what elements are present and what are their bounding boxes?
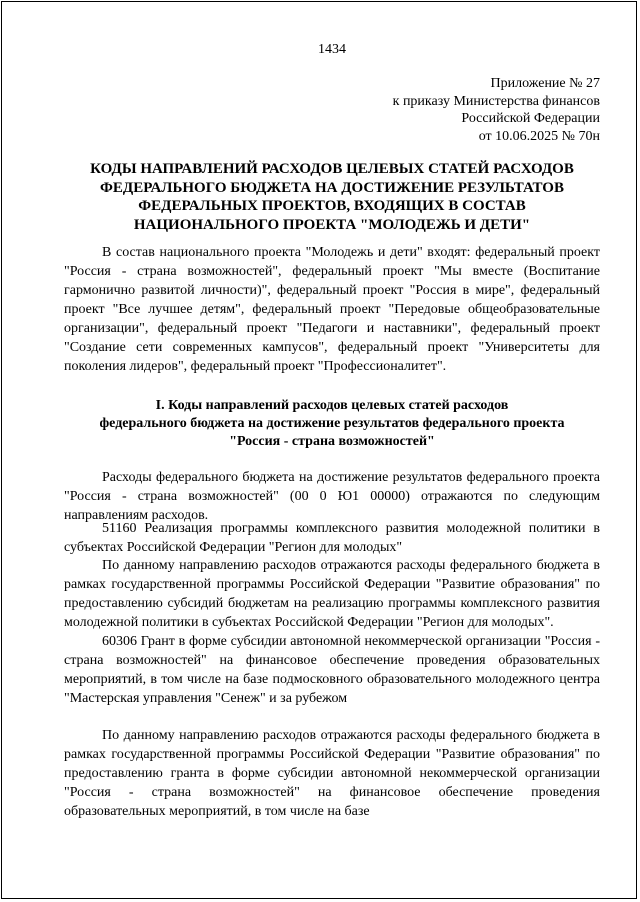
title-line-4: НАЦИОНАЛЬНОГО ПРОЕКТА "МОЛОДЕЖЬ И ДЕТИ": [133, 216, 531, 233]
section-1-paragraph-4: 60306 Грант в форме субсидии автономной некоммерческой организации "Россия - страна возможностей" на финансовое обеспечение проведения образовательных мероприятий, в том числе на базе подмосковного образовательного молодежного центра "Мастерская управления "Сенеж" и за рубежом: [64, 634, 600, 706]
section-1-title-line-3: "Россия - страна возможностей": [229, 434, 435, 449]
appendix-line-2: к приказу Министерства финансов: [392, 93, 600, 109]
title-line-2: ФЕДЕРАЛЬНОГО БЮДЖЕТА НА ДОСТИЖЕНИЕ РЕЗУЛЬТАТОВ: [100, 179, 564, 196]
appendix-line-3: Российской Федерации: [461, 111, 600, 126]
section-1-paragraph-2: 51160 Реализация программы комплексного развития молодежной политики в субъектах Российской Федерации "Регион для молодых": [64, 521, 600, 555]
appendix-line-1: Приложение № 27: [490, 76, 600, 91]
title-line-1: КОДЫ НАПРАВЛЕНИЙ РАСХОДОВ ЦЕЛЕВЫХ СТАТЕЙ РАСХОДОВ: [90, 161, 574, 177]
title-line-3: ФЕДЕРАЛЬНЫХ ПРОЕКТОВ, ВХОДЯЩИХ В СОСТАВ: [138, 198, 526, 214]
section-1-title-line-1: I. Коды направлений расходов целевых статей расходов: [155, 398, 509, 413]
section-1-title-line-2: федерального бюджета на достижение результатов федерального проекта: [99, 416, 565, 431]
section-1-paragraph-3: По данному направлению расходов отражаются расходы федерального бюджета в рамках государственной программы Российской Федерации "Развитие образования" по предоставлению субсидий бюджетам на реализацию программы комплексного развития молодежной политики в субъектах Российской Федерации "Регион для молодых".: [64, 558, 600, 630]
appendix-line-4: от 10.06.2025 № 70н: [478, 128, 600, 144]
page-number: 1434: [318, 42, 346, 57]
document-title: [64, 160, 600, 234]
section-1-paragraph-1: Расходы федерального бюджета на достижение результатов федерального проекта "Россия - страна возможностей" (00 0 Ю1 00000) отражаются по следующим направлениям расходов.: [64, 470, 600, 523]
appendix-header: [360, 75, 600, 145]
section-1-title: [64, 397, 600, 451]
intro-paragraph: В состав национального проекта "Молодежь и дети" входят: федеральный проект "Россия - страна возможностей", федеральный проект "Мы вместе (Воспитание гармонично развитой личности)", федеральный проект "Россия в мире", федеральный проект "Все лучшее детям", федеральный проект "Передовые общеобразовательные организации", федеральный проект "Педагоги и наставники", федеральный проект "Создание сети современных кампусов", федеральный проект "Университеты для поколения лидеров", федеральный проект "Профессионалитет".: [64, 245, 600, 374]
section-1-paragraph-5: По данному направлению расходов отражаются расходы федерального бюджета в рамках государственной программы Российской Федерации "Развитие образования" по предоставлению гранта в форме субсидии автономной некоммерческой организации "Россия - страна возможностей" на финансовое обеспечение проведения образовательных мероприятий, в том числе на базе: [64, 728, 600, 819]
